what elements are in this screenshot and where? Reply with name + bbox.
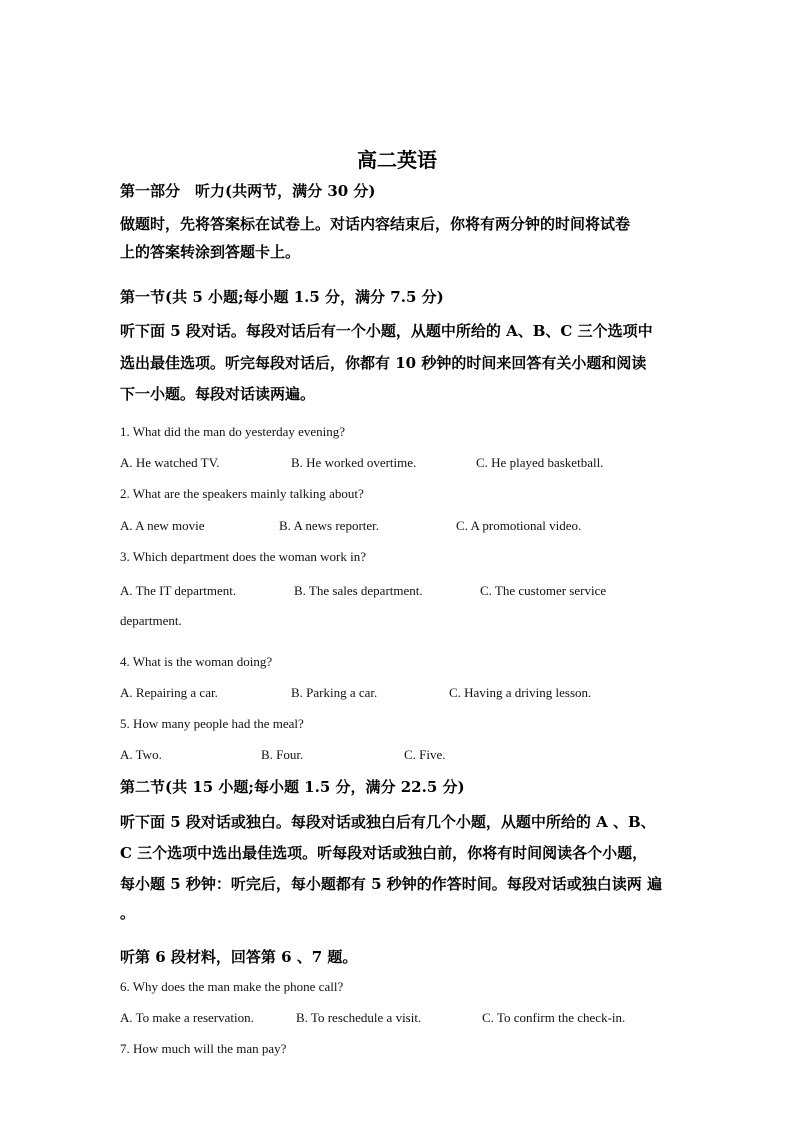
section2-heading: 第二节(共 15 小题;每小题 1.5 分，满分 22.5 分) [120, 778, 465, 796]
section2-instructions-line4: 。 [120, 904, 136, 922]
question-7-stem: 7. How much will the man pay? [120, 1041, 287, 1056]
question-4-option-c: C. Having a driving lesson. [449, 685, 592, 700]
part1-heading: 第一部分 听力(共两节，满分 30 分) [120, 182, 376, 200]
question-1-option-c: C. He played basketball. [476, 455, 604, 470]
question-6-stem: 6. Why does the man make the phone call? [120, 979, 344, 994]
page-title: 高二英语 [357, 148, 437, 172]
question-1-option-a: A. He watched TV. [120, 455, 220, 470]
section1-heading: 第一节(共 5 小题;每小题 1.5 分，满分 7.5 分) [120, 288, 444, 306]
question-2-option-a: A. A new movie [120, 518, 205, 533]
question-2-option-b: B. A news reporter. [279, 518, 380, 533]
question-6-option-c: C. To confirm the check-in. [482, 1010, 626, 1025]
question-3-option-c-continued: department. [120, 613, 182, 628]
question-4-option-b: B. Parking a car. [291, 685, 378, 700]
question-5-stem: 5. How many people had the meal? [120, 716, 304, 731]
question-3-option-c: C. The customer service [480, 583, 607, 598]
question-5-option-c: C. Five. [404, 747, 446, 762]
part1-instructions-line1: 做题时，先将答案标在试卷上。对话内容结束后，你将有两分钟的时间将试卷 [120, 215, 631, 233]
question-6-option-b: B. To reschedule a visit. [296, 1010, 422, 1025]
question-2-option-c: C. A promotional video. [456, 518, 582, 533]
question-1-option-b: B. He worked overtime. [291, 455, 417, 470]
question-3-option-b: B. The sales department. [294, 583, 423, 598]
question-6-option-a: A. To make a reservation. [120, 1010, 254, 1025]
question-4-option-a: A. Repairing a car. [120, 685, 218, 700]
part1-instructions-line2: 上的答案转涂到答题卡上。 [120, 243, 301, 261]
section1-instructions-line2: 选出最佳选项。听完每段对话后，你都有 10 秒钟的时间来回答有关小题和阅读 [120, 354, 647, 372]
section2-instructions-line3: 每小题 5 秒钟：听完后，每小题都有 5 秒钟的作答时间。每段对话或独白读两 遍 [120, 875, 662, 893]
question-5-option-a: A. Two. [120, 747, 162, 762]
section2-instructions-line2: C 三个选项中选出最佳选项。听每段对话或独白前，你将有时间阅读各个小题， [120, 844, 648, 862]
question-4-stem: 4. What is the woman doing? [120, 654, 273, 669]
section2-instructions-line1: 听下面 5 段对话或独白。每段对话或独白后有几个小题，从题中所给的 A 、B、 [120, 813, 656, 831]
question-3-stem: 3. Which department does the woman work in? [120, 549, 366, 564]
question-3-option-a: A. The IT department. [120, 583, 237, 598]
question-5-option-b: B. Four. [261, 747, 304, 762]
section1-instructions-line3: 下一小题。每段对话读两遍。 [120, 385, 316, 403]
question-1-stem: 1. What did the man do yesterday evening? [120, 424, 346, 439]
question-2-stem: 2. What are the speakers mainly talking about? [120, 486, 364, 501]
section1-instructions-line1: 听下面 5 段对话。每段对话后有一个小题，从题中所给的 A、B、C 三个选项中 [120, 322, 653, 340]
material-6-heading: 听第 6 段材料，回答第 6 、7 题。 [120, 948, 358, 966]
